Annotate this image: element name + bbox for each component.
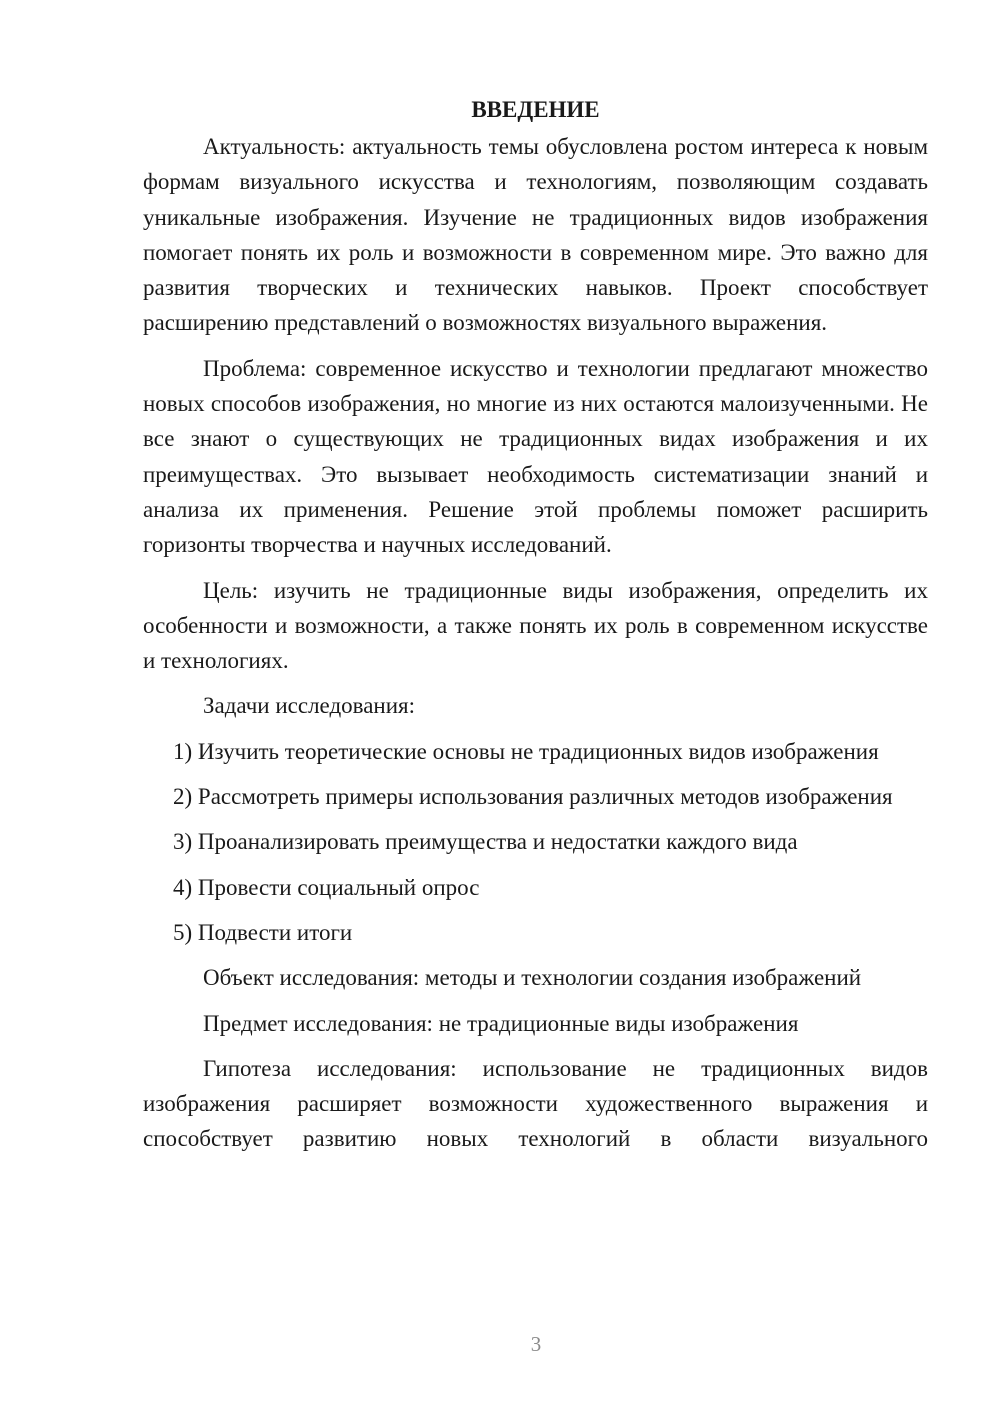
page-number: 3: [530, 1332, 542, 1356]
task-item-3: 3) Проанализировать преимущества и недостатки каждого вида: [173, 829, 798, 855]
page-content: [143, 92, 928, 1167]
research-object: Объект исследования: методы и технологии создания изображений: [203, 965, 862, 991]
task-item-5: 5) Подвести итоги: [173, 919, 353, 945]
relevance-paragraph: Актуальность: актуальность темы обусловлена ростом интереса к новым формам визуального искусства и технологиям, позволяющим создавать уникальные изображения. Изучение не традиционных видов изображения помогает понять их роль и возможности в современном мире. Это важно для развития творческих и технических навыков. Проект способствует расширению представлений о возможностях визуального выражения.: [143, 134, 928, 336]
goal-paragraph: Цель: изучить не традиционные виды изображения, определить их особенности и возможности, а также понять их роль в современном искусстве и технологиях.: [143, 577, 928, 674]
page-title: ВВЕДЕНИЕ: [471, 97, 600, 122]
research-subject: Предмет исследования: не традиционные виды изображения: [203, 1010, 799, 1036]
problem-paragraph: Проблема: современное искусство и технологии предлагают множество новых способов изображения, но многие из них остаются малоизученными. Не все знают о существующих не традиционных видах изображения и их преимуществах. Это вызывает необходимость систематизации знаний и анализа их применения. Решение этой проблемы поможет расширить горизонты творчества и научных исследований.: [143, 355, 928, 558]
task-item-2: 2) Рассмотреть примеры использования различных методов изображения: [173, 784, 893, 810]
research-hypothesis: Гипотеза исследования: использование не традиционных видов изображения расширяет возможности художественного выражения и способствует развитию новых технологий в области визуального: [143, 1055, 928, 1152]
task-item-1: 1) Изучить теоретические основы не традиционных видов изображения: [173, 738, 879, 764]
tasks-heading: Задачи исследования:: [203, 693, 416, 719]
task-item-4: 4) Провести социальный опрос: [173, 874, 480, 900]
